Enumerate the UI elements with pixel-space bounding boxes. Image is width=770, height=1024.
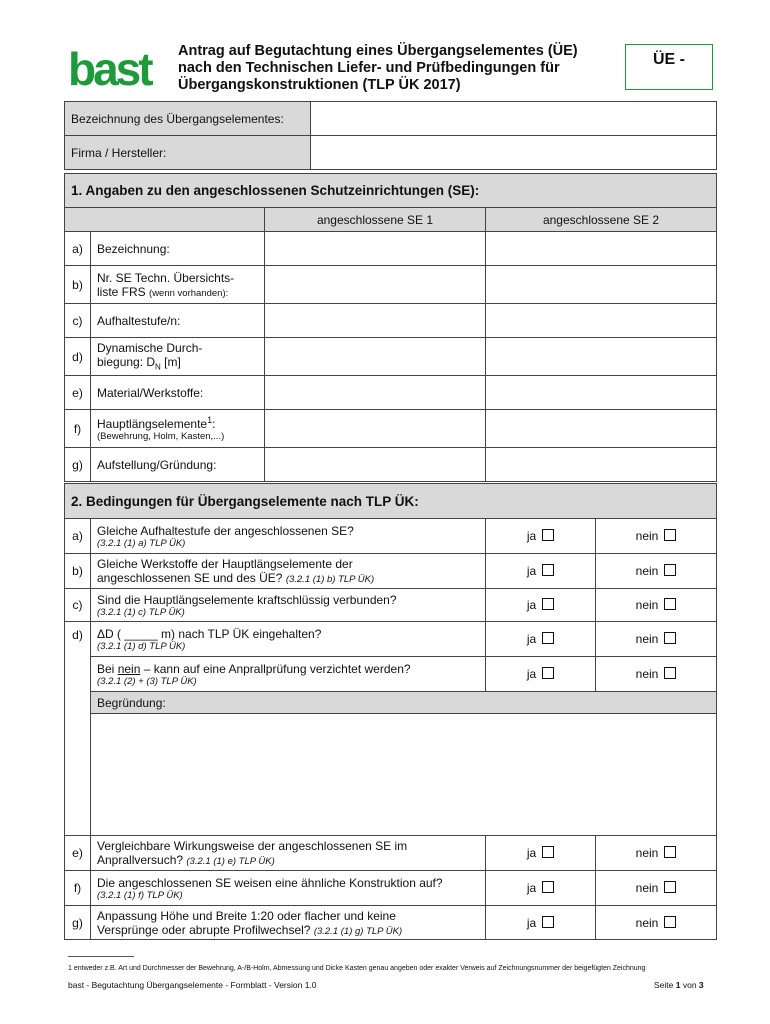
page-current: 1 [675, 980, 681, 990]
condition-line: Anpassung Höhe und Breite 1:20 oder flacher und keine [97, 908, 396, 923]
ja-option[interactable] [486, 622, 596, 657]
ja-label: ja [526, 598, 537, 612]
nein-checkbox[interactable] [664, 564, 676, 576]
row-letter: c) [65, 304, 91, 338]
condition-ref: (3.2.1 (1) a) TLP ÜK) [97, 537, 186, 549]
se2-hauptlaengs-field[interactable] [486, 410, 717, 448]
row-label-material: Material/Werkstoffe: [91, 376, 265, 410]
ja-option[interactable] [486, 657, 596, 692]
nein-label: nein [635, 881, 659, 895]
ue-number-box[interactable]: ÜE - [625, 44, 713, 90]
row-letter: b) [65, 554, 91, 589]
row-letter: f) [65, 410, 91, 448]
se2-durchbiegung-field[interactable] [486, 338, 717, 376]
se1-aufstellung-field[interactable] [265, 448, 486, 482]
condition-line: ΔD ( _____ m) nach TLP ÜK eingehalten? [97, 626, 322, 641]
row-letter: e) [65, 376, 91, 410]
se1-durchbiegung-field[interactable] [265, 338, 486, 376]
row-label-line: Dynamische Durch- [97, 341, 203, 356]
section2-heading: 2. Bedingungen für Übergangselemente nach TLP ÜK: [65, 484, 717, 519]
ja-label: ja [526, 915, 537, 930]
row-letter: d) [65, 338, 91, 376]
condition-text [91, 871, 486, 906]
row-label-colon: : [212, 417, 216, 431]
row-label-line: biegung: D [97, 355, 156, 370]
se2-aufstellung-field[interactable] [486, 448, 717, 482]
nein-option[interactable] [596, 519, 717, 554]
se2-bezeichnung-field[interactable] [486, 232, 717, 266]
row-label-aufstellung: Aufstellung/Gründung: [91, 448, 265, 482]
section1-table [64, 173, 717, 482]
nein-label: nein [635, 846, 659, 860]
row-letter: f) [65, 871, 91, 906]
condition-ref: (3.2.1 (1) d) TLP ÜK) [97, 640, 186, 652]
condition-ref: (3.2.1 (1) e) TLP ÜK) [186, 856, 275, 867]
ja-label: ja [526, 667, 537, 681]
title-line-3: Übergangskonstruktionen (TLP ÜK 2017) [178, 77, 461, 93]
row-letter: a) [65, 232, 91, 266]
nein-option[interactable] [596, 906, 717, 940]
page-of: von [680, 980, 699, 990]
condition-text [91, 657, 486, 692]
row-label-sub: (wenn vorhanden): [149, 287, 229, 299]
se2-frs-field[interactable] [486, 266, 717, 304]
ja-checkbox[interactable] [542, 881, 554, 893]
se1-header: angeschlossene SE 1 [265, 208, 486, 232]
ja-option[interactable] [486, 836, 596, 871]
row-letter: c) [65, 589, 91, 622]
condition-line: – kann auf eine Anprallprüfung verzichtet werden? [140, 661, 411, 676]
ja-label: ja [526, 529, 537, 543]
nein-checkbox[interactable] [664, 632, 676, 644]
section1-corner [65, 208, 265, 232]
bast-logo: bast [68, 43, 151, 95]
condition-line: Bei [97, 661, 118, 676]
row-label-unit: [m] [160, 355, 181, 370]
nein-checkbox[interactable] [664, 529, 676, 541]
nein-label: nein [635, 667, 659, 681]
company-field[interactable] [311, 136, 717, 170]
condition-line: Die angeschlossenen SE weisen eine ähnliche Konstruktion auf? [97, 875, 443, 890]
condition-ref: (3.2.1 (1) f) TLP ÜK) [97, 889, 183, 901]
footnote-ref: 1 [207, 415, 213, 425]
row-label-line: liste FRS [97, 284, 146, 299]
se1-material-field[interactable] [265, 376, 486, 410]
condition-underlined: nein [117, 661, 141, 676]
condition-text [91, 554, 486, 589]
condition-text [91, 519, 486, 554]
se1-aufhaltestufe-field[interactable] [265, 304, 486, 338]
nein-option[interactable] [596, 554, 717, 589]
ja-option[interactable] [486, 589, 596, 622]
row-label-frs [91, 266, 265, 304]
se2-header: angeschlossene SE 2 [486, 208, 717, 232]
nein-option[interactable] [596, 589, 717, 622]
nein-option[interactable] [596, 836, 717, 871]
section1-heading: 1. Angaben zu den angeschlossenen Schutzeinrichtungen (SE): [65, 174, 717, 208]
ja-label: ja [526, 846, 537, 860]
title-line-2: nach den Technischen Liefer- und Prüfbedingungen für [178, 60, 560, 76]
row-label-subscript: N [155, 362, 161, 372]
ja-label: ja [526, 881, 537, 895]
nein-checkbox[interactable] [664, 598, 676, 610]
row-letter: g) [65, 906, 91, 940]
footnote: 1 entweder z.B. Art und Durchmesser der Bewehrung, A-/B-Holm, Abmessung und Dicke Kasten genau angeben oder exakter Verweis auf Zeichnungsnummer der beigefügten Zeichnung [68, 965, 646, 972]
ja-checkbox[interactable] [542, 598, 554, 610]
row-letter: g) [65, 448, 91, 482]
row-label-line: Nr. SE Techn. Übersichts- [97, 270, 235, 285]
ja-label: ja [526, 632, 537, 646]
row-label-hauptlaengselemente [91, 410, 265, 448]
condition-line: Anprallversuch? [97, 853, 184, 867]
condition-line: Gleiche Aufhaltestufe der angeschlossenen SE? [97, 523, 354, 538]
ja-checkbox[interactable] [542, 564, 554, 576]
ja-option[interactable] [486, 871, 596, 906]
condition-ref: (3.2.1 (1) b) TLP ÜK) [285, 574, 375, 585]
row-label-bezeichnung: Bezeichnung: [91, 232, 265, 266]
footnote-separator [68, 956, 134, 957]
ja-option[interactable] [486, 554, 596, 589]
se2-aufhaltestufe-field[interactable] [486, 304, 717, 338]
nein-label: nein [635, 529, 659, 543]
se1-hauptlaengs-field[interactable] [265, 410, 486, 448]
se1-bezeichnung-field[interactable] [265, 232, 486, 266]
reason-label: Begründung: [91, 692, 717, 714]
condition-line: angeschlossenen SE und des ÜE? [97, 571, 283, 585]
condition-ref: (3.2.1 (2) + (3) TLP ÜK) [97, 675, 197, 687]
row-label-line: Hauptlängselemente [97, 417, 208, 431]
nein-checkbox[interactable] [664, 846, 676, 858]
condition-text [91, 622, 486, 657]
title-line-1: Antrag auf Begutachtung eines Übergangselementes (ÜE) [178, 43, 578, 59]
nein-label: nein [635, 564, 659, 578]
designation-label: Bezeichnung des Übergangselementes: [65, 102, 311, 136]
ja-checkbox[interactable] [542, 632, 554, 644]
condition-ref: (3.2.1 (1) c) TLP ÜK) [97, 606, 185, 618]
nein-checkbox[interactable] [664, 881, 676, 893]
company-label: Firma / Hersteller: [65, 136, 311, 170]
nein-label: nein [635, 598, 659, 612]
nein-checkbox[interactable] [664, 916, 676, 928]
condition-text [91, 836, 486, 871]
page-total: 3 [698, 980, 704, 990]
condition-line: Gleiche Werkstoffe der Hauptlängselemente der [97, 557, 353, 571]
nein-label: nein [635, 915, 659, 930]
ja-checkbox[interactable] [542, 667, 554, 679]
row-label-aufhaltestufe: Aufhaltestufe/n: [91, 304, 265, 338]
condition-text [91, 906, 486, 940]
row-label-durchbiegung [91, 338, 265, 376]
top-fields-table [64, 101, 717, 170]
se2-material-field[interactable] [486, 376, 717, 410]
row-letter: d) [65, 622, 91, 836]
condition-line: Vergleichbare Wirkungsweise der angeschlossenen SE im [97, 839, 408, 853]
row-letter: e) [65, 836, 91, 871]
row-letter: a) [65, 519, 91, 554]
condition-line: Versprünge oder abrupte Profilwechsel? [97, 922, 311, 937]
reason-field[interactable] [91, 714, 717, 836]
row-letter: b) [65, 266, 91, 304]
row-label-sub: (Bewehrung, Holm, Kasten,...) [97, 431, 225, 442]
condition-ref: (3.2.1 (1) g) TLP ÜK) [313, 925, 403, 937]
page-number [654, 980, 704, 990]
ja-checkbox[interactable] [542, 916, 554, 928]
section2-table [64, 483, 717, 940]
condition-text [91, 589, 486, 622]
condition-line: Sind die Hauptlängselemente kraftschlüssig verbunden? [97, 592, 397, 607]
se1-frs-field[interactable] [265, 266, 486, 304]
nein-option[interactable] [596, 871, 717, 906]
ja-checkbox[interactable] [542, 846, 554, 858]
ja-checkbox[interactable] [542, 529, 554, 541]
ja-label: ja [526, 564, 537, 578]
nein-option[interactable] [596, 622, 717, 657]
page-label: Seite [654, 980, 676, 990]
nein-label: nein [635, 632, 659, 646]
nein-option[interactable] [596, 657, 717, 692]
nein-checkbox[interactable] [664, 667, 676, 679]
footer-left: bast - Begutachtung Übergangselemente - Formblatt - Version 1.0 [68, 980, 317, 990]
designation-field[interactable] [311, 102, 717, 136]
ja-option[interactable] [486, 906, 596, 940]
ja-option[interactable] [486, 519, 596, 554]
form-title [178, 43, 608, 94]
